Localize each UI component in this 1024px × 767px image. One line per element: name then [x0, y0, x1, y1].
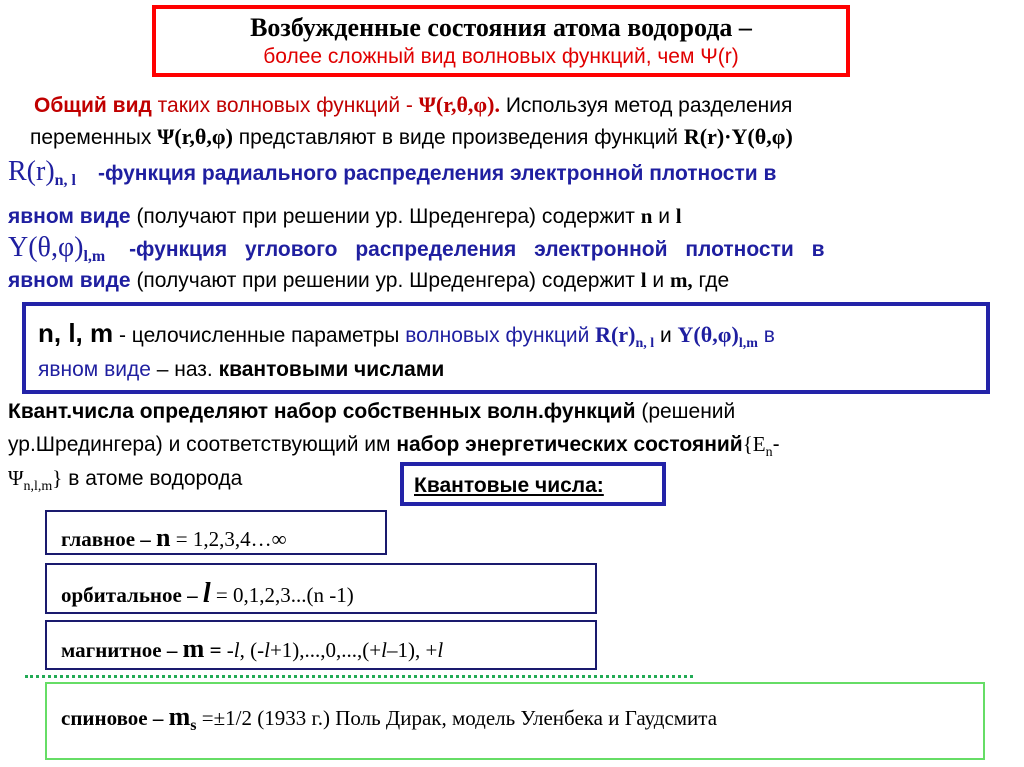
angular-desc: -функция углового распределения электронной плотности в: [111, 238, 825, 261]
principal-qn-box: [45, 510, 387, 555]
principal-symbol: n: [156, 523, 171, 552]
magnetic-v4: –1), +: [387, 638, 438, 662]
quantum-numbers-box: [22, 302, 990, 394]
para2-l3-text: в атоме водорода: [62, 467, 243, 490]
magnetic-l2: l: [264, 638, 270, 662]
principal-qn: [61, 523, 287, 553]
para1-l2-text: переменных: [30, 126, 158, 149]
angular-m: m,: [669, 268, 693, 292]
spin-eq: =: [196, 706, 214, 730]
qn-symbols: n, l, m: [38, 318, 114, 348]
explicit-form-label-2: явном виде: [8, 269, 131, 292]
magnetic-eq: =: [204, 638, 227, 662]
product-formula: R(r)·Y(θ,φ): [683, 124, 793, 149]
psi-function-2: Ψ(r,θ,φ): [157, 124, 233, 149]
para2-line3: [8, 466, 242, 495]
radial-and: и: [652, 205, 676, 228]
title-main: Возбужденные состояния атома водорода –: [250, 13, 752, 42]
energy-states-label: набор энергетических состояний: [396, 433, 743, 456]
magnetic-l1: l: [233, 638, 240, 662]
qn-box-radial-sub: n, l: [635, 336, 655, 352]
para2-l2-text: ур.Шредингера) и соответствующий им: [8, 433, 397, 456]
title-sub: более сложный вид волновых функций, чем Ψ(r): [263, 45, 739, 68]
angular-line1: [8, 232, 825, 266]
para1-text-2: Используя метод разделения: [499, 94, 793, 117]
qn-box-angular: Y(θ,φ): [677, 322, 739, 347]
spin-label: спиновое –: [61, 706, 169, 730]
spin-values: ±1/2 (1933 г.) Поль Дирак, модель Уленбека и Гаудсмита: [213, 706, 718, 730]
angular-subscript: l,m: [83, 248, 106, 266]
magnetic-l4: l: [437, 638, 444, 662]
general-form-label: Общий вид: [34, 94, 152, 117]
para2-bold: Квант.числа определяют набор собственных волн.функций: [8, 400, 636, 423]
magnetic-qn-box: [45, 620, 597, 670]
spin-qn: [61, 702, 717, 735]
title-box: [152, 5, 850, 77]
angular-symbol: Y(θ,φ): [8, 232, 84, 263]
para1-l2-text-2: представляют в виде произведения функций: [232, 126, 684, 149]
orbital-values: 0,1,2,3...(n -1): [232, 583, 354, 607]
qn-box-line2: [38, 358, 444, 382]
quantum-numbers-term: квантовыми числами: [218, 358, 445, 381]
para1-line1: [34, 92, 792, 118]
energy-symbol: {E: [742, 432, 766, 456]
orbital-qn-box: [45, 563, 597, 614]
para2-line2: [8, 432, 780, 461]
qn-box-and: и: [654, 324, 678, 347]
qn-box-named: – наз.: [150, 358, 219, 381]
orbital-eq: =: [210, 583, 233, 607]
para2-text: (решений: [635, 400, 736, 423]
magnetic-v1: -: [226, 638, 234, 662]
spin-subscript: s: [190, 717, 197, 735]
qn-box-in: в: [757, 324, 775, 347]
qn-box-line1: [38, 318, 775, 352]
orbital-label: орбитальное –: [61, 583, 203, 607]
quantum-numbers-title-box: [400, 462, 666, 506]
para2-line1: [8, 400, 735, 424]
radial-n: n: [640, 204, 653, 228]
magnetic-v3: +1),...,0,...,(+: [269, 638, 382, 662]
qn-box-text: - целочисленные параметры: [113, 324, 406, 347]
angular-line2: [8, 268, 729, 293]
psi-symbol: Ψ: [8, 466, 24, 490]
radial-line1: [8, 156, 776, 190]
magnetic-qn: [61, 634, 443, 664]
radial-subscript: n, l: [54, 172, 76, 190]
magnetic-l3: l: [381, 638, 387, 662]
para1-text: таких волновых функций -: [151, 94, 419, 117]
energy-sub: n: [765, 445, 773, 461]
radial-symbol: R(r): [8, 156, 55, 187]
principal-values: 1,2,3,4…∞: [192, 527, 287, 551]
magnetic-symbol: m: [182, 634, 205, 663]
spin-qn-box: [45, 682, 985, 760]
angular-and: и: [646, 269, 670, 292]
qn-box-angular-sub: l,m: [738, 336, 758, 352]
spin-symbol: m: [168, 702, 191, 731]
psi-sub: n,l,m: [23, 479, 53, 495]
brace-close: }: [52, 466, 63, 490]
dotted-divider: [25, 675, 693, 678]
angular-l: l: [640, 268, 647, 292]
radial-l2-text: (получают при решении ур. Шреденгера) содержит: [130, 205, 641, 228]
quantum-numbers-title: Квантовые числа:: [414, 474, 604, 497]
orbital-symbol: l: [202, 578, 211, 609]
radial-desc: -функция радиального распределения электронной плотности в: [98, 162, 777, 185]
qn-box-radial: R(r): [595, 322, 636, 347]
para2-dash: -: [772, 433, 780, 456]
angular-where: где: [692, 269, 730, 292]
radial-l: l: [675, 204, 682, 228]
angular-l2-text: (получают при решении ур. Шреденгера) содержит: [130, 269, 641, 292]
qn-box-explicit: явном виде: [38, 358, 151, 381]
psi-function: Ψ(r,θ,φ).: [418, 92, 500, 117]
explicit-form-label: явном виде: [8, 205, 131, 228]
magnetic-v2: , (-: [239, 638, 265, 662]
wave-functions-label: волновых функций: [405, 324, 596, 347]
para1-line2: [30, 124, 793, 150]
principal-eq: =: [170, 527, 193, 551]
orbital-qn: [61, 578, 354, 610]
principal-label: главное –: [61, 527, 157, 551]
radial-line2: [8, 204, 682, 229]
magnetic-label: магнитное –: [61, 638, 183, 662]
